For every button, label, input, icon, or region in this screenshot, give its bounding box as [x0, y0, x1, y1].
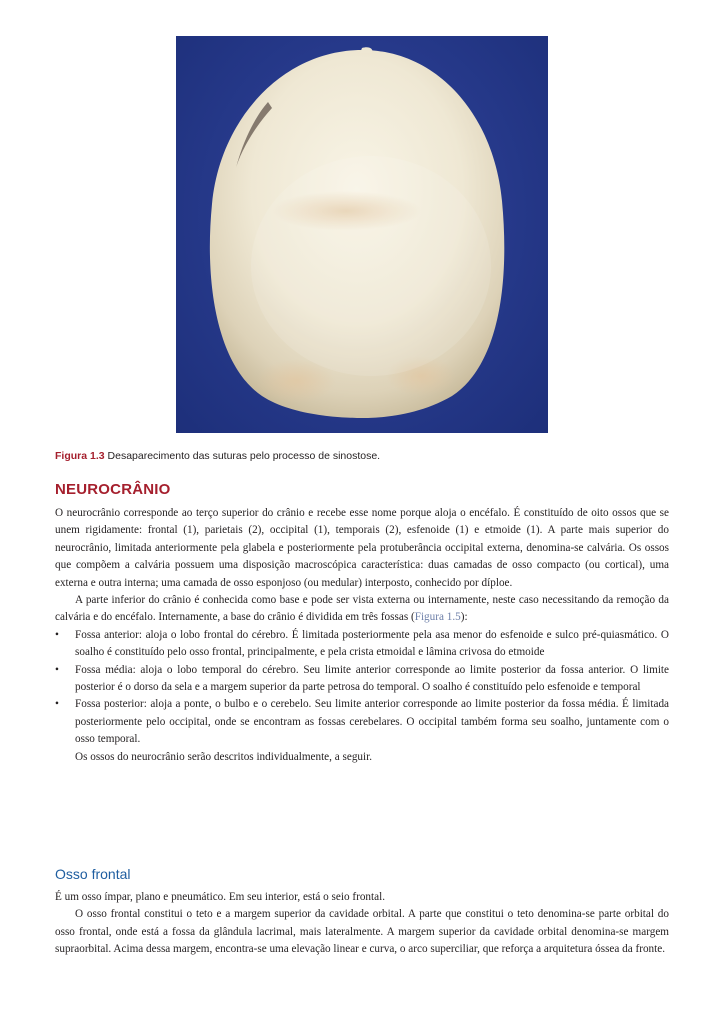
section-title: NEUROCRÂNIO: [55, 481, 171, 498]
paragraph: O osso frontal constitui o teto e a margem superior da cavidade orbital. A parte que constitui o teto denomina-se parte orbital do osso frontal, onde está a fossa da glândula lacrimal, mais lateralmente. A margem superior da cavidade orbital denomina-se margem supraorbital. Acima dessa margem, encontra-se uma elevação linear e curva, o arco superciliar, que reforça a arquitetura óssea da fronte.: [55, 908, 669, 956]
figure-label: Figura 1.3: [55, 450, 105, 462]
paragraph: Os ossos do neurocrânio serão descritos individualmente, a seguir.: [75, 750, 373, 763]
list-item: • Fossa posterior: aloja a ponte, o bulbo e o cerebelo. Seu limite anterior corresponde ao limite posterior da fossa média. É limitada posteriormente pelo occipital, onde se encontram as fossas cerebelares. O occipital também forma seu soalho, juntamente com o osso temporal.: [55, 698, 669, 746]
subsection-title: Osso frontal: [55, 866, 131, 882]
paragraph: A parte inferior do crânio é conhecida como base e pode ser vista externa ou internamente, neste caso necessitando da remoção da calvária e do encéfalo. Internamente, a base do crânio é dividida em três fossas (Figura 1.5):: [55, 594, 669, 624]
figure-caption: [55, 450, 675, 462]
skull-illustration: [176, 36, 548, 433]
figure-caption-text: Desaparecimento das suturas pelo processo de sinostose.: [104, 450, 381, 462]
bullet-marker: •: [55, 628, 59, 641]
bullet-marker: •: [55, 663, 59, 676]
section-body: [55, 505, 669, 766]
list-item: • Fossa anterior: aloja o lobo frontal do cérebro. É limitada posteriormente pela asa menor do esfenoide e sulco pré-quiasmático. O soalho é constituído pelo osso frontal, principalmente, e pela crista etmoidal e lâmina crivosa do etmoide: [55, 628, 669, 659]
figure-reference-link[interactable]: Figura 1.5: [414, 611, 461, 624]
fossa-list: [55, 627, 669, 749]
bullet-marker: •: [55, 698, 59, 711]
paragraph: O neurocrânio corresponde ao terço superior do crânio e recebe esse nome porque aloja o encéfalo. É constituído de oito ossos que se unem rigidamente: frontal (1), parietais (2), occipital (1), temporais (2), esfenoide (1) e etmoide (1). A parte mais superior do neurocrânio, limitada anteriormente pela glabela e posteriormente pela protuberância occipital externa, denomina-se calvária. Os ossos que compõem a calvária possuem uma disposição macroscópica característica: duas camadas de osso compacto (ou cortical), uma externa e outra interna; uma camada de osso esponjoso (ou medular) interposto, conhecido por díploe.: [55, 507, 669, 589]
subsection-body: [55, 889, 669, 959]
list-item: • Fossa média: aloja o lobo temporal do cérebro. Seu limite anterior corresponde ao limite posterior da fossa anterior. O limite posterior é o dorso da sela e a margem superior da parte petrosa do temporal. O soalho é constituído pelo esfenoide e temporal: [55, 663, 669, 694]
skull-photo: [176, 36, 548, 433]
paragraph: É um osso ímpar, plano e pneumático. Em seu interior, está o seio frontal.: [55, 891, 385, 903]
